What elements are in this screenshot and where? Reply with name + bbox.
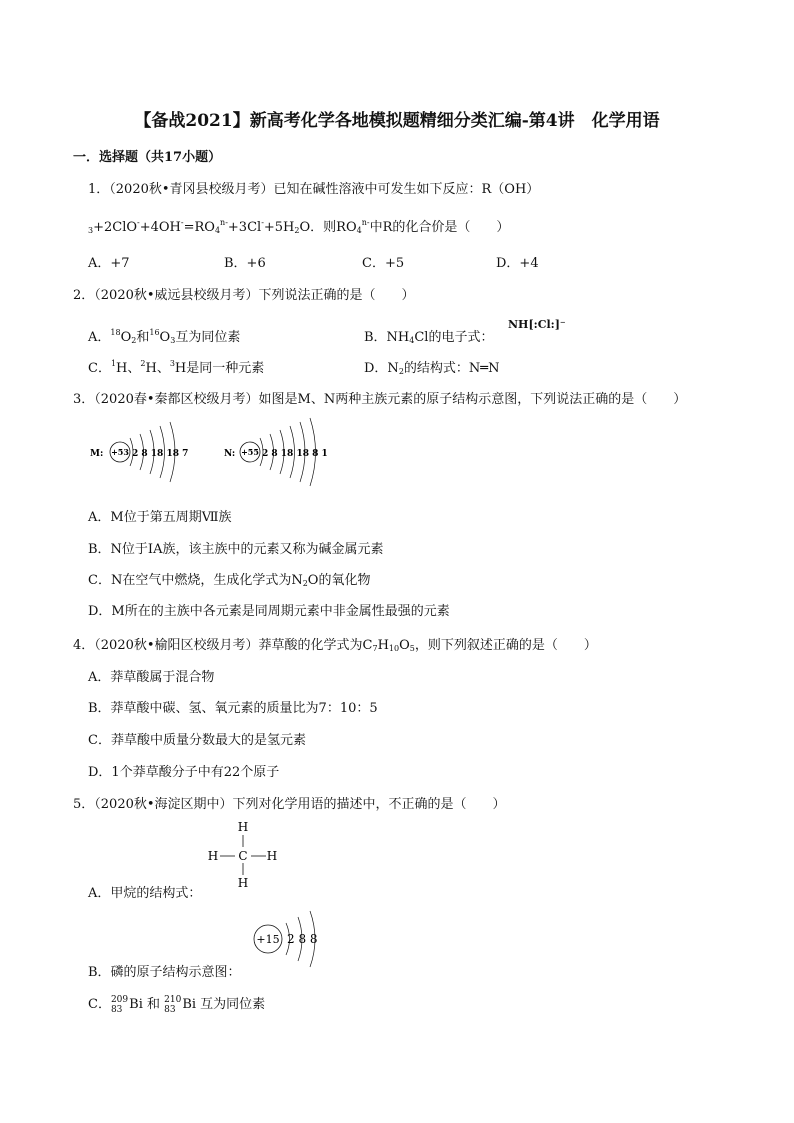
c-atom: C [238,849,248,863]
q1-stem-line2: $_3+2ClO^-+4OH^-=RO_4^{n-}+3Cl^-+5H_2O$．则$RO_4^{n-}$中R的化合价是（ ） [88,218,510,235]
n-label: N: [224,449,236,459]
q1-option-a: A．+7 [88,256,130,271]
m-label: M: [90,449,104,459]
m-nucleus: +53 [111,447,129,457]
q5-option-b: B．磷的原子结构示意图： [88,965,241,980]
q3-atom-diagrams [84,414,354,490]
bi209-nuclide: 209 83 [110,994,129,1015]
q4-option-d: D．1个莽草酸分子中有22个原子 [88,765,280,780]
h-atom-left: H [207,849,219,863]
q1-option-c: C．+5 [362,256,405,271]
q1-option-d: D．+4 [496,256,539,271]
p-shells: 2 8 8 [287,932,318,946]
q3-stem: 3．（2020春•秦都区校级月考）如图是M、N两种主族元素的原子结构示意图，下列说法正确的是（ ） [73,392,687,407]
atom-diagram-n [224,418,328,486]
q3-option-a: A．M位于第五周期Ⅶ族 [88,510,232,525]
q1-stem-line1: 1．（2020秋•青冈县校级月考）已知在碱性溶液中可发生如下反应：R（OH） [88,182,540,197]
q3-option-c: C．N在空气中燃烧，生成化学式为$N_2O$的氧化物 [88,573,371,588]
q5-option-c: C． 209 83 Bi 和 210 83 Bi 互为同位素 [88,994,266,1015]
h-atom-top: H [237,820,249,834]
q4-option-c: C．莽草酸中质量分数最大的是氢元素 [88,733,306,748]
q2-option-b: B．$NH_4Cl$的电子式： [364,330,494,345]
q2-stem: 2．（2020秋•威远县校级月考）下列说法正确的是（ ） [73,288,415,303]
page-title: 【备战2021】新高考化学各地模拟题精细分类汇编-第4讲 化学用语 [134,111,660,131]
section-heading: 一．选择题（共17小题） [73,150,222,165]
h-atom-bottom: H [237,876,249,890]
methane-structural-formula [206,818,280,892]
q4-option-a: A．莽草酸属于混合物 [88,670,215,685]
q3-option-d: D．M所在的主族中各元素是同周期元素中非金属性最强的元素 [88,604,450,619]
atom-diagram-m [90,422,188,482]
q5-option-a: A．甲烷的结构式： [88,886,202,901]
q2-option-c: C．$^1$H、$^2$H、$^3$H是同一种元素 [88,359,265,376]
q4-option-b: B．莽草酸中碳、氢、氧元素的质量比为7：10：5 [88,701,378,716]
q3-option-b: B．N位于ⅠA族，该主族中的元素又称为碱金属元素 [88,542,384,557]
p-nucleus: +15 [256,933,280,946]
q4-stem: 4．（2020秋•榆阳区校级月考）莽草酸的化学式为$C_7H_{10}O_5$，则下列叙述正确的是（ ） [73,638,597,653]
q1-option-b: B．+6 [224,256,266,271]
bi210-nuclide: 210 83 [164,994,182,1015]
q2-option-d: D．$N_2$的结构式：N═N [364,361,500,376]
n-nucleus: +55 [241,447,259,457]
q2-option-a: A．$^{18}O_2$和$^{16}O_3$互为同位素 [88,328,241,345]
q5-stem: 5．（2020秋•海淀区期中）下列对化学用语的描述中，不正确的是（ ） [73,797,506,812]
nh4cl-electron-formula-image: NH[:Cl:]⁻ [508,318,566,331]
phosphorus-atom-diagram [250,906,334,972]
h-atom-right: H [266,849,278,863]
m-shells: 2 8 18 18 7 [132,449,189,459]
n-shells: 2 8 18 18 8 1 [262,449,328,459]
